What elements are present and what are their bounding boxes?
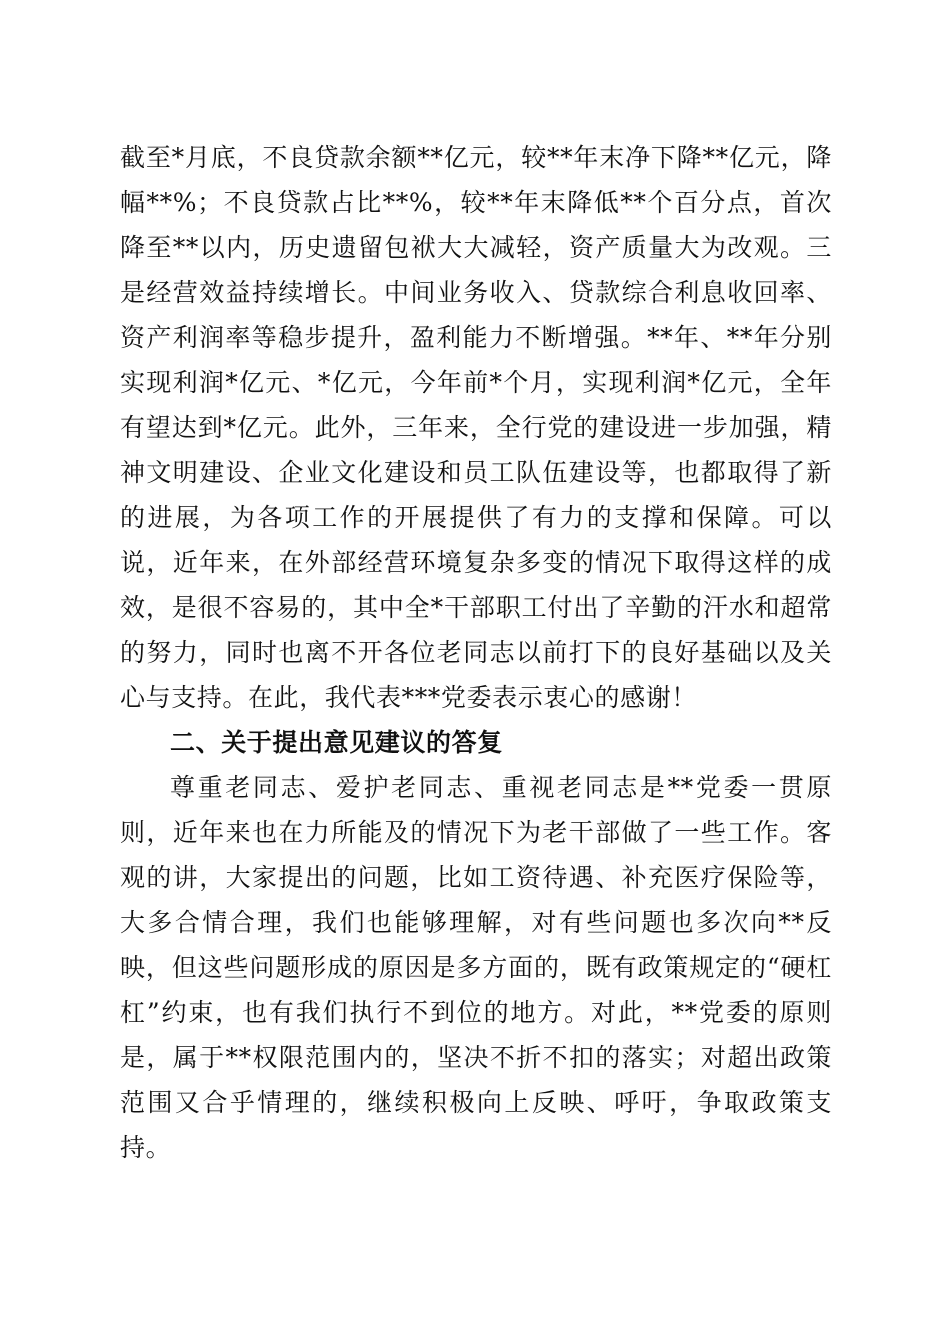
document-body (120, 135, 832, 1170)
paragraph-continuation: 截至*月底，不良贷款余额**亿元，较**年末净下降**亿元，降幅**%；不良贷款占比**%，较**年末降低**个百分点，首次降至**以内，历史遗留包袱大大减轻，资产质量大为改观。三是经营效益持续增长。中间业务收入、贷款综合利息收回率、资产利润率等稳步提升，盈利能力不断增强。**年、**年分别实现利润*亿元、*亿元，今年前*个月，实现利润*亿元，全年有望达到*亿元。此外，三年来，全行党的建设进一步加强，精神文明建设、企业文化建设和员工队伍建设等，也都取得了新的进展，为各项工作的开展提供了有力的支撑和保障。可以说，近年来，在外部经营环境复杂多变的情况下取得这样的成效，是很不容易的，其中全*干部职工付出了辛勤的汗水和超常的努力，同时也离不开各位老同志以前打下的良好基础以及关心与支持。在此，我代表***党委表示衷心的感谢！ (120, 143, 832, 712)
section-heading: 二、关于提出意见建议的答复 (170, 728, 503, 757)
paragraph-reply: 尊重老同志、爱护老同志、重视老同志是**党委一贯原则，近年来也在力所能及的情况下为老干部做了一些工作。客观的讲，大家提出的问题，比如工资待遇、补充医疗保险等，大多合情合理，我们也能够理解，对有些问题也多次向**反映，但这些问题形成的原因是多方面的，既有政策规定的“硬杠杠”约束，也有我们执行不到位的地方。对此，**党委的原则是，属于**权限范围内的，坚决不折不扣的落实；对超出政策范围又合乎情理的，继续积极向上反映、呼吁，争取政策支持。 (120, 773, 832, 1162)
